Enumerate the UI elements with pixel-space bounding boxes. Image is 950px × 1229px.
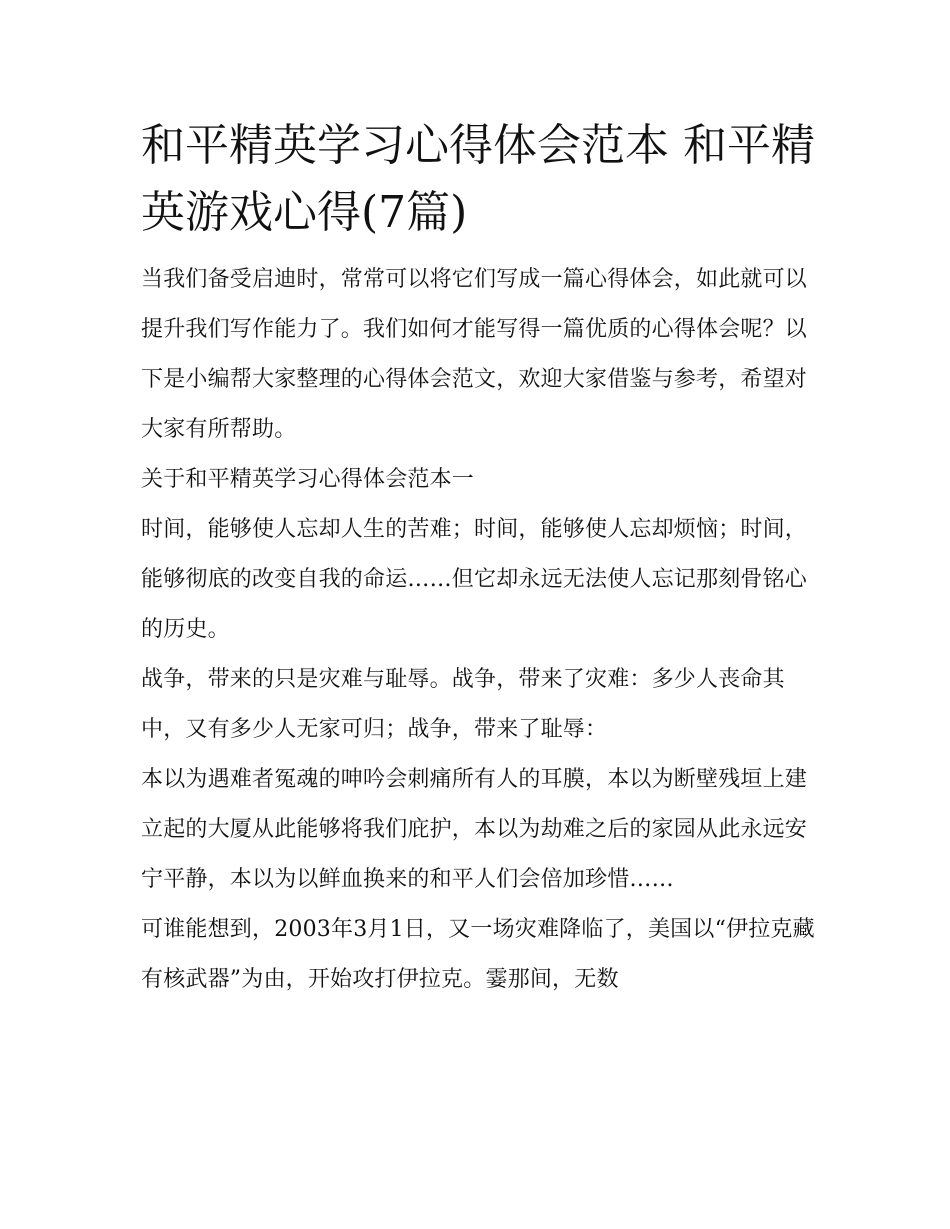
body-paragraph: 可谁能想到，2003年3月1日，又一场灾难降临了，美国以“伊拉克藏有核武器”为由，开始攻打伊拉克。霎那间，无数: [141, 917, 815, 992]
body-paragraph: 战争，带来的只是灾难与耻辱。战争，带来了灾难：多少人丧命其中，又有多少人无家可归；战争，带来了耻辱：: [141, 667, 785, 742]
document-body: [141, 112, 817, 1005]
body-paragraph: 时间，能够使人忘却人生的苦难；时间，能够使人忘却烦恼；时间，能够彻底的改变自我的命运……但它却永远无法使人忘记那刻骨铭心的历史。: [141, 517, 808, 642]
intro-paragraph: 当我们备受启迪时，常常可以将它们写成一篇心得体会，如此就可以提升我们写作能力了。我们如何才能写得一篇优质的心得体会呢？以下是小编帮大家整理的心得体会范文，欢迎大家借鉴与参考，希望对大家有所帮助。: [141, 267, 808, 442]
document-title: 和平精英学习心得体会范本 和平精英游戏心得(7篇): [141, 120, 815, 238]
section-heading: 关于和平精英学习心得体会范本一: [141, 467, 475, 492]
body-paragraph: 本以为遇难者冤魂的呻吟会刺痛所有人的耳膜，本以为断壁残垣上建立起的大厦从此能够将我们庇护，本以为劫难之后的家园从此永远安宁平静，本以为以鲜血换来的和平人们会倍加珍惜……: [141, 767, 808, 892]
